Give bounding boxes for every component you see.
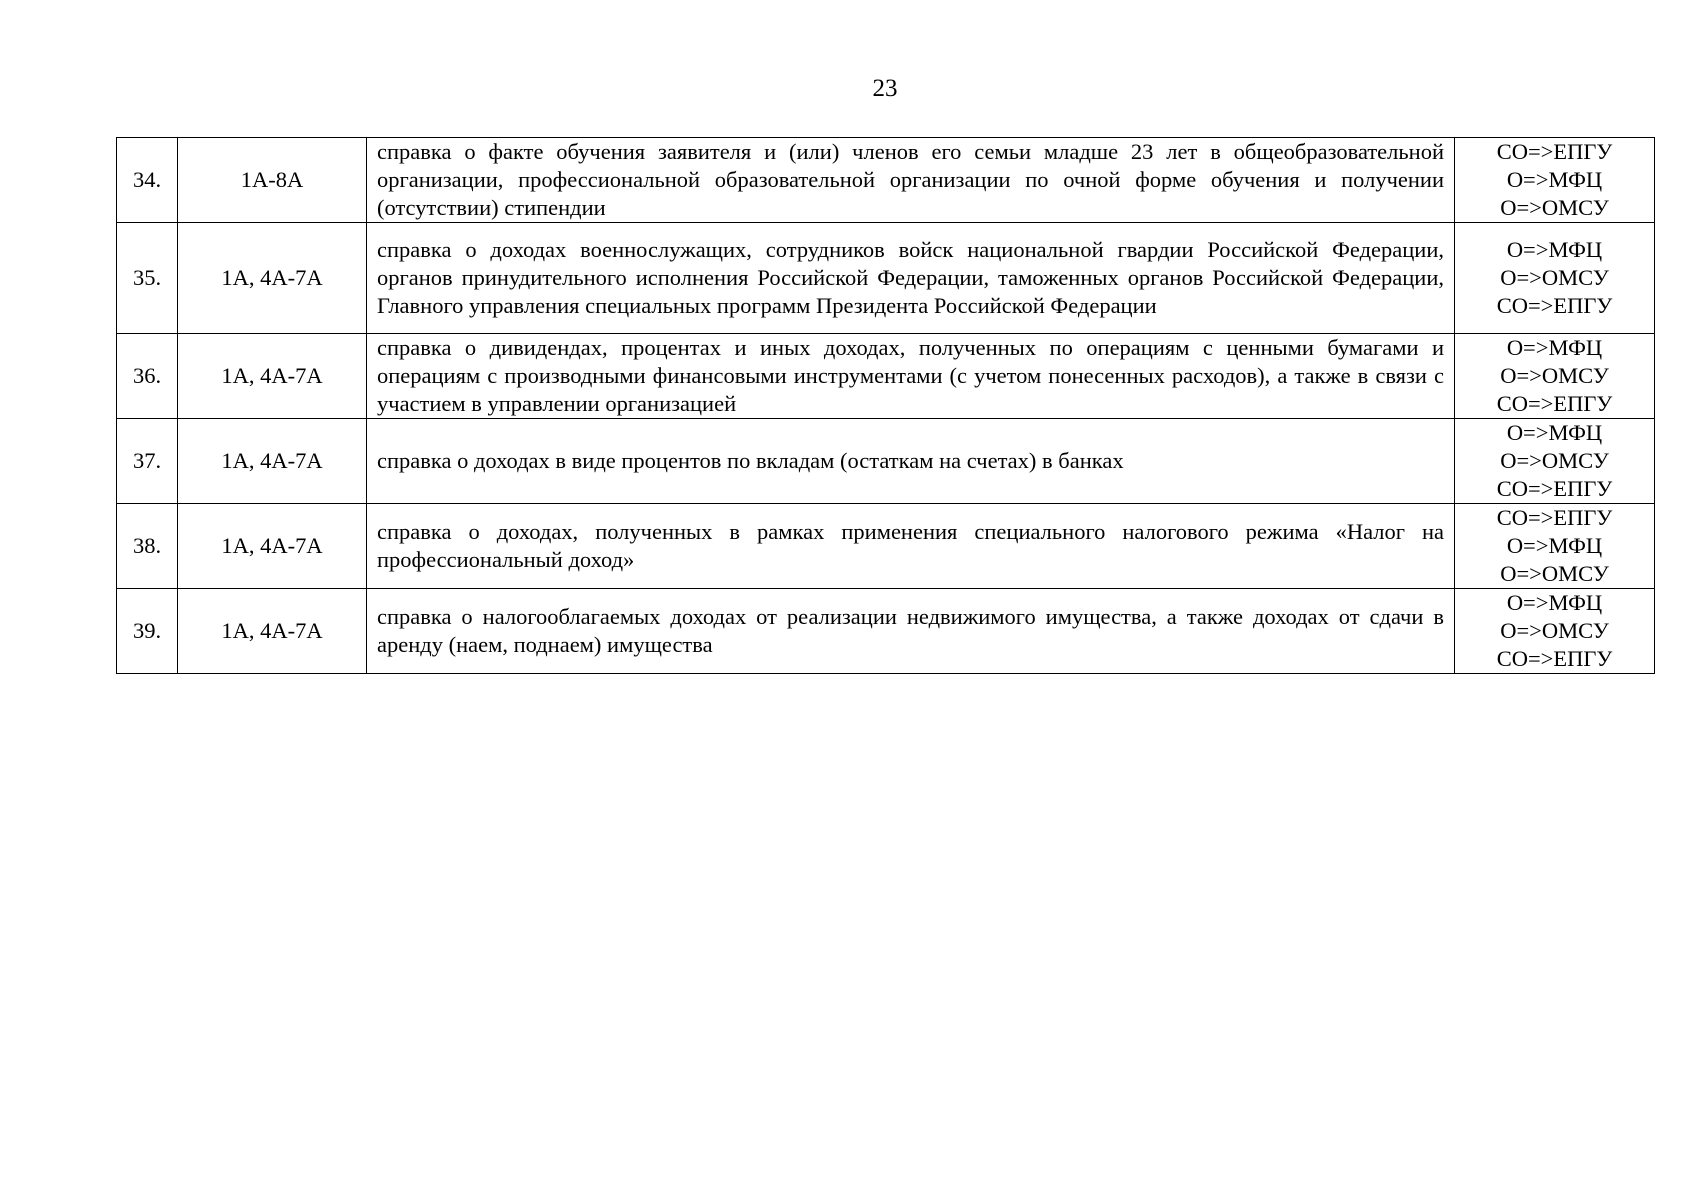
table-row — [117, 589, 1655, 674]
route-item: О=>МФЦ — [1506, 420, 1603, 445]
row-description: справка о доходах военнослужащих, сотрудников войск национальной гвардии Российской Федерации, органов принудительного исполнения Российской Федерации, таможенных органов Российской Федерации, Главного управления специальных программ Президента Российской Федерации — [367, 223, 1455, 334]
row-code: 1А, 4А-7А — [178, 223, 367, 334]
row-number: 36. — [117, 334, 178, 419]
page-number: 23 — [872, 75, 898, 102]
row-number: 39. — [117, 589, 178, 674]
row-description: справка о доходах, полученных в рамках применения специального налогового режима «Налог на профессиональный доход» — [367, 504, 1455, 589]
row-routes — [1455, 589, 1655, 674]
row-number: 35. — [117, 223, 178, 334]
row-description: справка о налогооблагаемых доходах от реализации недвижимого имущества, а также доходах от сдачи в аренду (наем, поднаем) имущества — [367, 589, 1455, 674]
row-routes — [1455, 138, 1655, 223]
row-description: справка о дивидендах, процентах и иных доходах, полученных по операциям с ценными бумагами и операциям с производными финансовыми инструментами (с учетом понесенных расходов), а также в связи с участием в управлении организацией — [367, 334, 1455, 419]
row-routes — [1455, 504, 1655, 589]
row-routes — [1455, 223, 1655, 334]
route-item: СО=>ЕПГУ — [1496, 505, 1613, 530]
route-item: О=>МФЦ — [1506, 590, 1603, 615]
route-item: О=>ОМСУ — [1500, 618, 1609, 643]
row-number: 38. — [117, 504, 178, 589]
route-item: СО=>ЕПГУ — [1496, 391, 1613, 416]
route-item: О=>ОМСУ — [1500, 195, 1609, 220]
row-code: 1А, 4А-7А — [178, 504, 367, 589]
route-item: О=>ОМСУ — [1500, 363, 1609, 388]
route-item: СО=>ЕПГУ — [1496, 293, 1613, 318]
table-row — [117, 334, 1655, 419]
route-item: СО=>ЕПГУ — [1496, 646, 1613, 671]
row-routes — [1455, 419, 1655, 504]
route-item: О=>МФЦ — [1506, 167, 1603, 192]
row-number: 34. — [117, 138, 178, 223]
route-item: СО=>ЕПГУ — [1496, 139, 1613, 164]
table-row — [117, 419, 1655, 504]
row-code: 1А, 4А-7А — [178, 589, 367, 674]
route-item: О=>ОМСУ — [1500, 265, 1609, 290]
table-row — [117, 223, 1655, 334]
row-number: 37. — [117, 419, 178, 504]
row-code: 1А, 4А-7А — [178, 334, 367, 419]
route-item: О=>МФЦ — [1506, 533, 1603, 558]
row-routes — [1455, 334, 1655, 419]
table-row — [117, 138, 1655, 223]
row-description: справка о доходах в виде процентов по вкладам (остаткам на счетах) в банках — [367, 419, 1455, 504]
row-description: справка о факте обучения заявителя и (или) членов его семьи младше 23 лет в общеобразовательной организации, профессиональной образовательной организации по очной форме обучения и получении (отсутствии) стипендии — [367, 138, 1455, 223]
table-row — [117, 504, 1655, 589]
route-item: О=>ОМСУ — [1500, 448, 1609, 473]
documents-table — [116, 137, 1655, 674]
route-item: СО=>ЕПГУ — [1496, 476, 1613, 501]
route-item: О=>МФЦ — [1506, 237, 1603, 262]
row-code: 1А-8А — [178, 138, 367, 223]
route-item: О=>МФЦ — [1506, 335, 1603, 360]
row-code: 1А, 4А-7А — [178, 419, 367, 504]
route-item: О=>ОМСУ — [1500, 561, 1609, 586]
